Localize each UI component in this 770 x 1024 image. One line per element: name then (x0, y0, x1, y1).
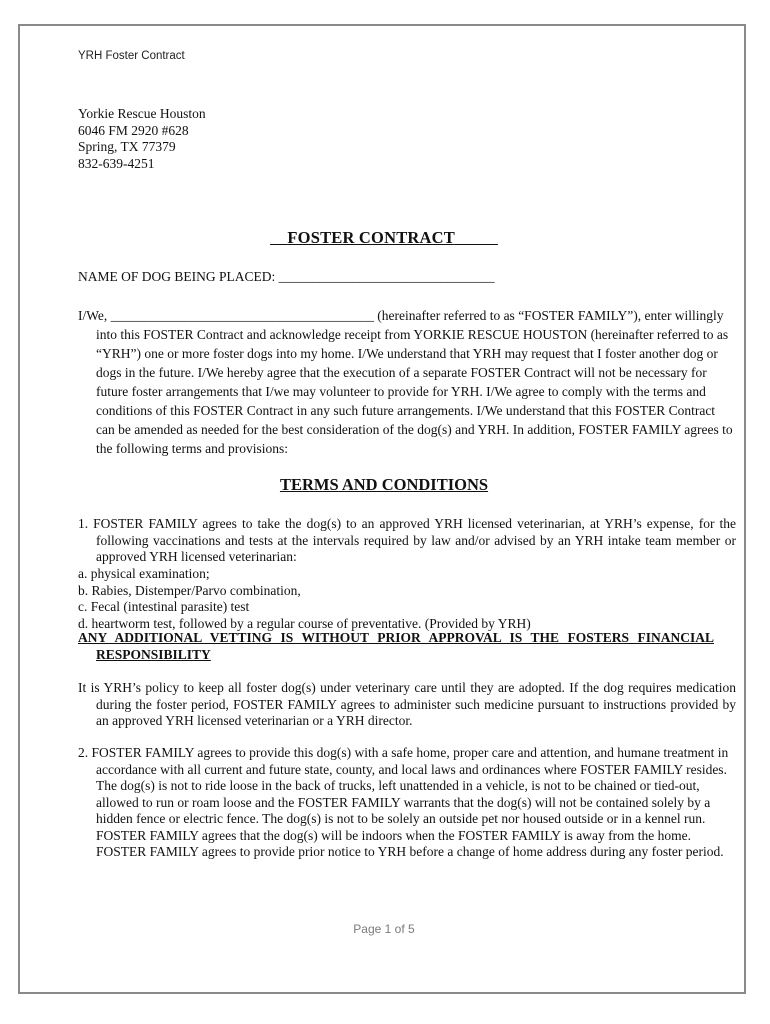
address-block (78, 106, 206, 172)
document-title: FOSTER CONTRACT (287, 228, 455, 247)
phone-number: 832-639-4251 (78, 155, 155, 171)
warning-line-1: ANY ADDITIONAL VETTING IS WITHOUT PRIOR APPROVAL IS THE FOSTERS FINANCIAL (78, 630, 714, 645)
intro-lead: I/We, (78, 308, 111, 323)
list-item: d. heartworm test, followed by a regular course of preventative. (Provided by YRH) (78, 615, 531, 631)
vaccination-list (78, 566, 531, 632)
page-number: Page 1 of 5 (353, 922, 415, 936)
org-name: Yorkie Rescue Houston (78, 106, 206, 121)
section-1: 1. FOSTER FAMILY agrees to take the dog(s) to an approved YRH licensed veterinarian, at YRH’s expense, for the following vaccinations and tests at the intervals required by law and/or advised by an YRH intake team member or approved YRH licensed veterinarian: (78, 516, 736, 564)
foster-name-blank: _______________________________________ (110, 308, 374, 323)
list-item: a. physical examination; (78, 566, 210, 581)
vet-policy-paragraph: It is YRH’s policy to keep all foster dog(s) under veterinary care until they are adopted. If the dog requires medication during the foster period, FOSTER FAMILY agrees to administer such medicine pursuant to instructions provided by an approved YRH licensed veterinarian or a YRH director. (78, 680, 736, 728)
intro-text: (hereinafter referred to as “FOSTER FAMILY”), enter willingly into this FOSTER Contract and acknowledge receipt from YORKIE RESCUE HOUSTON (hereinafter referred to as “YRH”) one or more foster dogs into my home. I/We understand that YRH may request that I foster another dog or dogs in the future. I/We hereby agree that the execution of a separate FOSTER Contract will not be necessary for future foster arrangements that I/we may volunteer to provide for YRH. I/We agree to comply with the terms and conditions of this FOSTER Contract in any such future arrangements. I/We understand that this FOSTER Contract can be amended as needed for the best consideration of the dog(s) and YRH. In addition, FOSTER FAMILY agrees to the following terms and provisions: (96, 308, 733, 456)
running-header: YRH Foster Contract (78, 50, 185, 62)
dog-name-blank: ________________________________ (278, 269, 495, 284)
city-state-zip: Spring, TX 77379 (78, 139, 176, 154)
document-page (18, 24, 746, 994)
list-item: b. Rabies, Distemper/Parvo combination, (78, 582, 301, 598)
intro-paragraph (78, 306, 736, 458)
street-address: 6046 FM 2920 #628 (78, 122, 189, 138)
financial-warning (78, 630, 714, 663)
terms-heading: TERMS AND CONDITIONS (279, 475, 489, 494)
warning-line-2: RESPONSIBILITY (96, 646, 211, 662)
list-item: c. Fecal (intestinal parasite) test (78, 599, 250, 614)
dog-name-label: NAME OF DOG BEING PLACED: (78, 269, 279, 284)
section-2: 2. FOSTER FAMILY agrees to provide this dog(s) with a safe home, proper care and attention, and humane treatment in accordance with all current and future state, county, and local laws and ordinances where FOSTER FAMILY resides. The dog(s) is not to ride loose in the back of trucks, left unattended in a vehicle, is not to be chained or tied-out, allowed to run or roam loose and the FOSTER FAMILY warrants that the dog(s) will not be contained solely by a hidden fence or electric fence. The dog(s) is not to be solely an outside pet nor housed outside or in a kennel run. FOSTER FAMILY agrees that the dog(s) will be indoors when the FOSTER FAMILY is away from the home. FOSTER FAMILY agrees to provide prior notice to YRH before a change of home address during any foster period. (78, 745, 729, 859)
dog-name-line (78, 269, 495, 285)
